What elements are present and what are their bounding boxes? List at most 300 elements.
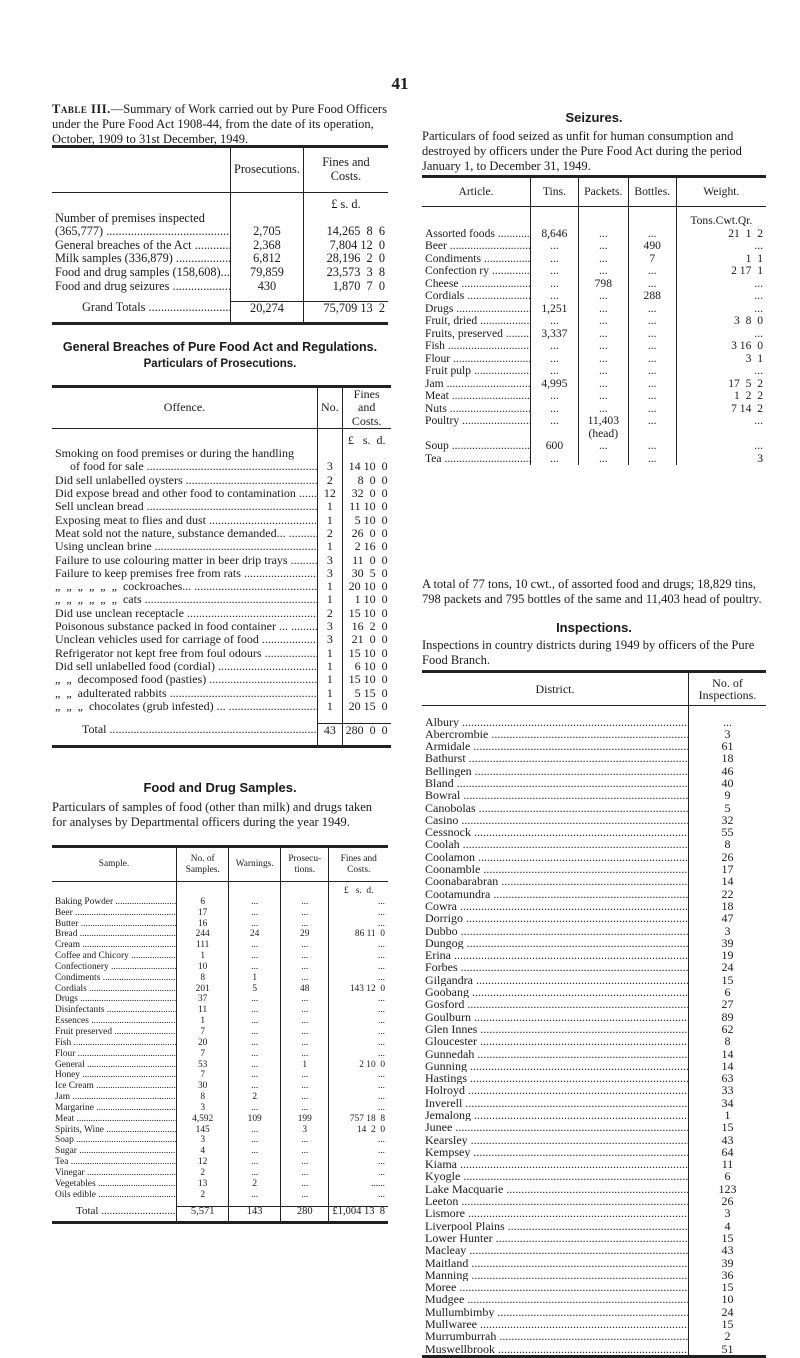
seizures-row-tins: ... (531, 415, 579, 440)
seizures-row-packets: ... (578, 265, 628, 278)
samples-row-fines: 757 18 8 (329, 1114, 388, 1125)
inspections-row-district: Coolah ..... (422, 838, 689, 850)
breaches-total-no: 43 (318, 723, 343, 737)
seizures-row-article: Fruit pulp ..... (422, 365, 531, 378)
table-row (422, 1330, 766, 1342)
table-row (422, 937, 766, 949)
breaches-row-fines: 11 10 0 (342, 500, 391, 513)
inspections-row-count: 15 (689, 1318, 767, 1330)
inspections-row-district: Cessnock ..... (422, 826, 689, 838)
breaches-row-offence: Did sell unlabelled food (cordial) ..... (52, 660, 318, 673)
breaches-spacer (342, 737, 391, 747)
breaches-spacer (318, 713, 343, 723)
breaches-spacer (318, 428, 343, 447)
breaches-row-fines: 14 10 0 (342, 460, 391, 473)
samples-row-warnings: 24 (229, 929, 281, 940)
seizures-row-article: Fish ..... (422, 340, 531, 353)
table-row (422, 1134, 766, 1146)
table3-spacer (231, 315, 304, 323)
table-row (52, 919, 388, 930)
table-row (422, 1244, 766, 1256)
table-row (52, 252, 388, 266)
seizures-row-packets: 11,403 (head) (578, 415, 628, 440)
inspections-row-count: 24 (689, 961, 767, 973)
seizures-row-weight: 3 1 (676, 353, 766, 366)
inspections-row-district: Coonamble ..... (422, 863, 689, 875)
samples-row-count: 10 (177, 962, 229, 973)
inspections-row-count: 6 (689, 986, 767, 998)
samples-row-count: 1 (177, 1016, 229, 1027)
samples-row-warnings: ... (229, 940, 281, 951)
inspections-row-district: Gilgandra ..... (422, 974, 689, 986)
table-row (52, 593, 391, 606)
table-row (422, 863, 766, 875)
table3-spacer (303, 212, 388, 226)
seizures-row-weight: 7 14 2 (676, 403, 766, 416)
seizures-row-bottles: ... (628, 365, 676, 378)
breaches-row-no: 1 (318, 660, 343, 673)
table-row (52, 1157, 388, 1168)
samples-row-fines: ... (329, 1157, 388, 1168)
inspections-row-district: Casino ..... (422, 814, 689, 826)
seizures-spacer (531, 207, 579, 228)
table-row (422, 353, 766, 366)
samples-row-name: Cream ..... (52, 940, 177, 951)
breaches-row-no: 1 (318, 673, 343, 686)
table-row (422, 752, 766, 764)
table3-spacer (231, 293, 304, 301)
samples-row-fines: ... (329, 1092, 388, 1103)
breaches-spacer (318, 447, 343, 460)
samples-header-sample: Sample. (52, 847, 177, 882)
seizures-row-packets: ... (578, 403, 628, 416)
seizures-row-bottles: 288 (628, 290, 676, 303)
inspections-row-count: 34 (689, 1097, 767, 1109)
table-row (52, 447, 391, 460)
seizures-row-weight: 21 1 2 (676, 228, 766, 241)
seizures-row-packets: ... (578, 340, 628, 353)
samples-row-prosecutions: ... (280, 1146, 329, 1157)
table-row (422, 728, 766, 740)
breaches-row-no: 1 (318, 647, 343, 660)
inspections-row-district: Erina ..... (422, 949, 689, 961)
seizures-row-tins: ... (531, 365, 579, 378)
samples-row-prosecutions: ... (280, 1038, 329, 1049)
table-row (422, 1281, 766, 1293)
seizures-row-tins: ... (531, 353, 579, 366)
table-row (422, 328, 766, 341)
samples-row-count: 4,592 (177, 1114, 229, 1125)
inspections-row-district: Coonabarabran ..... (422, 875, 689, 887)
seizures-row-weight: ... (676, 303, 766, 316)
table-row (52, 951, 388, 962)
inspections-row-count: 123 (689, 1183, 767, 1195)
samples-row-fines: ... (329, 919, 388, 930)
inspections-row-count: 18 (689, 900, 767, 912)
table-row (422, 1232, 766, 1244)
breaches-row-offence: „ „ decomposed food (pasties) ..... (52, 673, 318, 686)
seizures-row-packets: ... (578, 290, 628, 303)
inspections-row-district: Gosford ..... (422, 998, 689, 1010)
table-row (52, 580, 391, 593)
seizures-row-tins: 3,337 (531, 328, 579, 341)
samples-row-name: Flour ..... (52, 1049, 177, 1060)
breaches-row-offence: of food for sale ..... (52, 460, 318, 473)
samples-row-fines: ... (329, 940, 388, 951)
seizures-units-row (422, 207, 766, 228)
table-row (422, 1023, 766, 1035)
inspections-table (422, 670, 766, 1358)
inspections-row-count: 15 (689, 974, 767, 986)
table-row (52, 1135, 388, 1146)
samples-table (52, 845, 388, 1224)
inspections-row-district: Dungog ..... (422, 937, 689, 949)
samples-row-prosecutions: ... (280, 940, 329, 951)
samples-row-count: 1 (177, 951, 229, 962)
table3-currency: £ s. d. (303, 193, 388, 212)
breaches-row-no: 3 (318, 554, 343, 567)
table-row (52, 225, 388, 239)
samples-row-count: 4 (177, 1146, 229, 1157)
samples-row-warnings: ... (229, 1070, 281, 1081)
seizures-row-weight: ... (676, 440, 766, 453)
table-row (422, 949, 766, 961)
seizures-row-article: Nuts ..... (422, 403, 531, 416)
inspections-row-district: Lower Hunter ..... (422, 1232, 689, 1244)
samples-row-count: 30 (177, 1081, 229, 1092)
table-row (52, 620, 391, 633)
breaches-row-fines: 11 0 0 (342, 554, 391, 567)
seizures-row-tins: 8,646 (531, 228, 579, 241)
table3-row-label: Milk samples (336,879) ..... (52, 252, 231, 266)
breaches-row-offence: „ „ „ chocolates (grub infested) ... ..... (52, 700, 318, 713)
table-row (422, 986, 766, 998)
seizures-row-weight: 3 (676, 453, 766, 466)
seizures-row-weight: ... (676, 290, 766, 303)
table-row (422, 403, 766, 416)
inspections-header-district: District. (422, 672, 689, 706)
inspections-row-district: Gunning ..... (422, 1060, 689, 1072)
table-row (422, 253, 766, 266)
seizures-row-article: Beer ..... (422, 240, 531, 253)
inspections-row-district: Kyogle ..... (422, 1170, 689, 1182)
inspections-row-district: Mullumbimby ..... (422, 1306, 689, 1318)
inspections-row-count: 15 (689, 1281, 767, 1293)
inspections-title: Inspections. (556, 620, 632, 635)
table-row (422, 1220, 766, 1232)
samples-currency: £ s. d. (329, 882, 388, 897)
samples-row-prosecutions: ... (280, 1179, 329, 1190)
samples-row-name: Bread ..... (52, 929, 177, 940)
samples-row-prosecutions: ... (280, 1027, 329, 1038)
table-row (52, 567, 391, 580)
table-row (52, 1027, 388, 1038)
table-row (52, 1092, 388, 1103)
table3-header-fines: Fines and Costs. (303, 147, 388, 193)
samples-row-prosecutions: ... (280, 951, 329, 962)
breaches-row-offence: Meat sold not the nature, substance demanded... ..... (52, 527, 318, 540)
table3-spacer (52, 193, 231, 212)
samples-row-prosecutions: ... (280, 1092, 329, 1103)
breaches-row-offence: Did expose bread and other food to contamination ..... (52, 487, 318, 500)
inspections-row-district: Murrumburrah ..... (422, 1330, 689, 1342)
inspections-row-count: 8 (689, 1035, 767, 1047)
table-row (422, 888, 766, 900)
seizures-row-bottles: ... (628, 453, 676, 466)
samples-row-name: Confectionery ..... (52, 962, 177, 973)
table-row (52, 514, 391, 527)
breaches-row-offence: Poisonous substance packed in food container ... ..... (52, 620, 318, 633)
seizures-row-article: Cordials ..... (422, 290, 531, 303)
table-row (52, 908, 388, 919)
breaches-row-no: 1 (318, 540, 343, 553)
table-row (422, 826, 766, 838)
inspections-row-count: 14 (689, 875, 767, 887)
samples-row-name: Fruit preserved ..... (52, 1027, 177, 1038)
samples-row-prosecutions: ... (280, 1070, 329, 1081)
breaches-spacer (52, 428, 318, 447)
table-row (52, 1016, 388, 1027)
table-row (52, 929, 388, 940)
samples-row-count: 16 (177, 919, 229, 930)
seizures-row-bottles: ... (628, 390, 676, 403)
table-row (422, 390, 766, 403)
seizures-row-article: Soup ..... (422, 440, 531, 453)
samples-row-prosecutions: 1 (280, 1060, 329, 1071)
seizures-row-bottles: ... (628, 303, 676, 316)
samples-row-warnings: ... (229, 994, 281, 1005)
inspections-row-district: Hastings ..... (422, 1072, 689, 1084)
table3-row-fines: 14,265 8 6 (303, 225, 388, 239)
inspections-row-count: 43 (689, 1134, 767, 1146)
breaches-total-fines: 280 0 0 (342, 723, 391, 737)
table-row (52, 994, 388, 1005)
seizures-row-weight: ... (676, 328, 766, 341)
table-row (52, 460, 391, 473)
table3-total-fines: 75,709 13 2 (303, 301, 388, 315)
samples-row-prosecutions: ... (280, 919, 329, 930)
table3-spacer (303, 315, 388, 323)
samples-row-name: Sugar ..... (52, 1146, 177, 1157)
seizures-row-packets: ... (578, 390, 628, 403)
table-row (52, 633, 391, 646)
samples-row-warnings: ... (229, 962, 281, 973)
breaches-row-offence: Did use unclean receptacle ..... (52, 607, 318, 620)
table-row (422, 1207, 766, 1219)
samples-row-warnings: ... (229, 1157, 281, 1168)
breaches-row-offence: Failure to use colouring matter in beer drip trays ..... (52, 554, 318, 567)
table-row (422, 1121, 766, 1133)
samples-row-name: Cordials ..... (52, 984, 177, 995)
samples-row-prosecutions: ... (280, 1016, 329, 1027)
inspections-row-district: Lake Macquarie ..... (422, 1183, 689, 1195)
table-row (422, 440, 766, 453)
table3-total-prosecutions: 20,274 (231, 301, 304, 315)
table-row (52, 1103, 388, 1114)
samples-row-name: Fish ..... (52, 1038, 177, 1049)
breaches-spacer (318, 737, 343, 747)
samples-row-warnings: ... (229, 1060, 281, 1071)
inspections-paragraph: Inspections in country districts during 1949 by officers of the Pure Food Branch. (422, 638, 755, 667)
table-row (422, 1109, 766, 1121)
seizures-row-tins: ... (531, 453, 579, 466)
inspections-row-count: 51 (689, 1343, 767, 1357)
breaches-spacer (342, 713, 391, 723)
inspections-row-district: Kiama ..... (422, 1158, 689, 1170)
breaches-row-fines: 1 10 0 (342, 593, 391, 606)
table-row (422, 315, 766, 328)
samples-row-name: Tea ..... (52, 1157, 177, 1168)
table-row (52, 487, 391, 500)
samples-row-prosecutions: ... (280, 1135, 329, 1146)
inspections-row-count: 6 (689, 1170, 767, 1182)
seizures-row-article: Condiments ..... (422, 253, 531, 266)
table3-row-fines: 23,573 3 8 (303, 266, 388, 280)
samples-header-fines: Fines and Costs. (329, 847, 388, 882)
inspections-header-count: No. of Inspections. (689, 672, 767, 706)
table-row (52, 474, 391, 487)
samples-row-count: 8 (177, 1092, 229, 1103)
table3-label: Table III. (52, 102, 111, 116)
samples-row-name: Butter ..... (52, 919, 177, 930)
table3-spacer (52, 315, 231, 323)
seizures-header-bottles: Bottles. (628, 177, 676, 207)
inspections-row-count: 26 (689, 851, 767, 863)
breaches-row-fines: 8 0 0 (342, 474, 391, 487)
breaches-title: General Breaches of Pure Food Act and Regulations. (62, 340, 378, 354)
seizures-summary: A total of 77 tons, 10 cwt., of assorted food and drugs; 18,829 tins, 798 packets and 795 bottles of the same and 11,403 head of poultry. (422, 577, 762, 606)
breaches-row-no: 3 (318, 567, 343, 580)
samples-header-warnings: Warnings. (229, 847, 281, 882)
table-row (422, 961, 766, 973)
inspections-row-count: 47 (689, 912, 767, 924)
samples-total-count: 5,571 (177, 1206, 229, 1217)
table-row (52, 1060, 388, 1071)
breaches-row-fines: 15 10 0 (342, 647, 391, 660)
breaches-currency: £ s. d. (342, 428, 391, 447)
seizures-row-weight: 17 5 2 (676, 378, 766, 391)
inspections-row-district: Leeton ..... (422, 1195, 689, 1207)
seizures-row-tins: 600 (531, 440, 579, 453)
table3-currency-row (52, 193, 388, 212)
seizures-table (422, 175, 766, 465)
seizures-title: Seizures. (565, 110, 623, 125)
table-row (52, 1070, 388, 1081)
samples-row-warnings: 1 (229, 973, 281, 984)
seizures-row-article: Tea ..... (422, 453, 531, 466)
inspections-row-district: Dorrigo ..... (422, 912, 689, 924)
table3-row-fines: 1,870 7 0 (303, 280, 388, 294)
samples-row-prosecutions: ... (280, 1157, 329, 1168)
inspections-spacer (689, 706, 767, 716)
samples-row-name: Vegetables ..... (52, 1179, 177, 1190)
seizures-row-tins: ... (531, 390, 579, 403)
breaches-header-fines: Fines and Costs. (342, 387, 391, 429)
seizures-row-packets: ... (578, 353, 628, 366)
breaches-row-no: 12 (318, 487, 343, 500)
table-row (52, 1081, 388, 1092)
seizures-row-packets: ... (578, 328, 628, 341)
inspections-row-district: Muswellbrook ..... (422, 1343, 689, 1357)
samples-row-fines: ... (329, 962, 388, 973)
table3-row-fines: 7,804 12 0 (303, 239, 388, 253)
samples-row-warnings: ... (229, 908, 281, 919)
samples-row-warnings: ... (229, 1125, 281, 1136)
seizures-row-bottles: ... (628, 328, 676, 341)
breaches-row-fines: 20 10 0 (342, 580, 391, 593)
breaches-row-no: 1 (318, 500, 343, 513)
table-row (52, 973, 388, 984)
table3-spacer (231, 193, 304, 212)
table-row (422, 875, 766, 887)
seizures-row-tins: 4,995 (531, 378, 579, 391)
samples-row-warnings: ... (229, 1190, 281, 1201)
seizures-row-packets: ... (578, 303, 628, 316)
samples-row-fines: 86 11 0 (329, 929, 388, 940)
seizures-row-bottles: ... (628, 440, 676, 453)
table-row (422, 1035, 766, 1047)
table-row (52, 687, 391, 700)
table-row (422, 814, 766, 826)
inspections-row-count: 10 (689, 1293, 767, 1305)
samples-row-name: Drugs ..... (52, 994, 177, 1005)
inspections-row-count: 26 (689, 1195, 767, 1207)
inspections-row-district: Bellingen ..... (422, 765, 689, 777)
table-row (422, 1170, 766, 1182)
breaches-table (52, 385, 391, 748)
samples-row-fines: ... (329, 897, 388, 908)
inspections-row-district: Coolamon ..... (422, 851, 689, 863)
inspections-row-count: 15 (689, 1121, 767, 1133)
samples-row-prosecutions: ... (280, 908, 329, 919)
seizures-row-article: Cheese ..... (422, 278, 531, 291)
table-row (52, 673, 391, 686)
seizures-row-packets: ... (578, 253, 628, 266)
samples-row-warnings: 5 (229, 984, 281, 995)
samples-row-fines: 143 12 0 (329, 984, 388, 995)
breaches-row-fines: 20 15 0 (342, 700, 391, 713)
table-row (52, 962, 388, 973)
table-row (422, 1097, 766, 1109)
table-row (422, 1158, 766, 1170)
samples-row-warnings: ... (229, 1027, 281, 1038)
samples-row-warnings: 2 (229, 1092, 281, 1103)
samples-row-name: Jam ..... (52, 1092, 177, 1103)
inspections-row-district: Goobang ..... (422, 986, 689, 998)
breaches-row-no: 1 (318, 514, 343, 527)
samples-row-fines: ... (329, 973, 388, 984)
inspections-row-district: Jemalong ..... (422, 1109, 689, 1121)
table-row (52, 940, 388, 951)
seizures-row-bottles: ... (628, 415, 676, 440)
samples-row-name: Meat ..... (52, 1114, 177, 1125)
inspections-row-count: 8 (689, 838, 767, 850)
samples-row-fines: 14 2 0 (329, 1125, 388, 1136)
table3-spacer (303, 293, 388, 301)
samples-row-fines: ... (329, 1190, 388, 1201)
table-row (422, 925, 766, 937)
inspections-row-count: 5 (689, 802, 767, 814)
inspections-row-count: 43 (689, 1244, 767, 1256)
table-row (422, 912, 766, 924)
inspections-row-district: Liverpool Plains ..... (422, 1220, 689, 1232)
seizures-row-bottles: ... (628, 403, 676, 416)
seizures-row-tins: ... (531, 340, 579, 353)
samples-title: Food and Drug Samples. (143, 780, 297, 795)
inspections-row-count: 4 (689, 1220, 767, 1232)
samples-row-fines: ... (329, 951, 388, 962)
page-number: 41 (391, 74, 409, 93)
